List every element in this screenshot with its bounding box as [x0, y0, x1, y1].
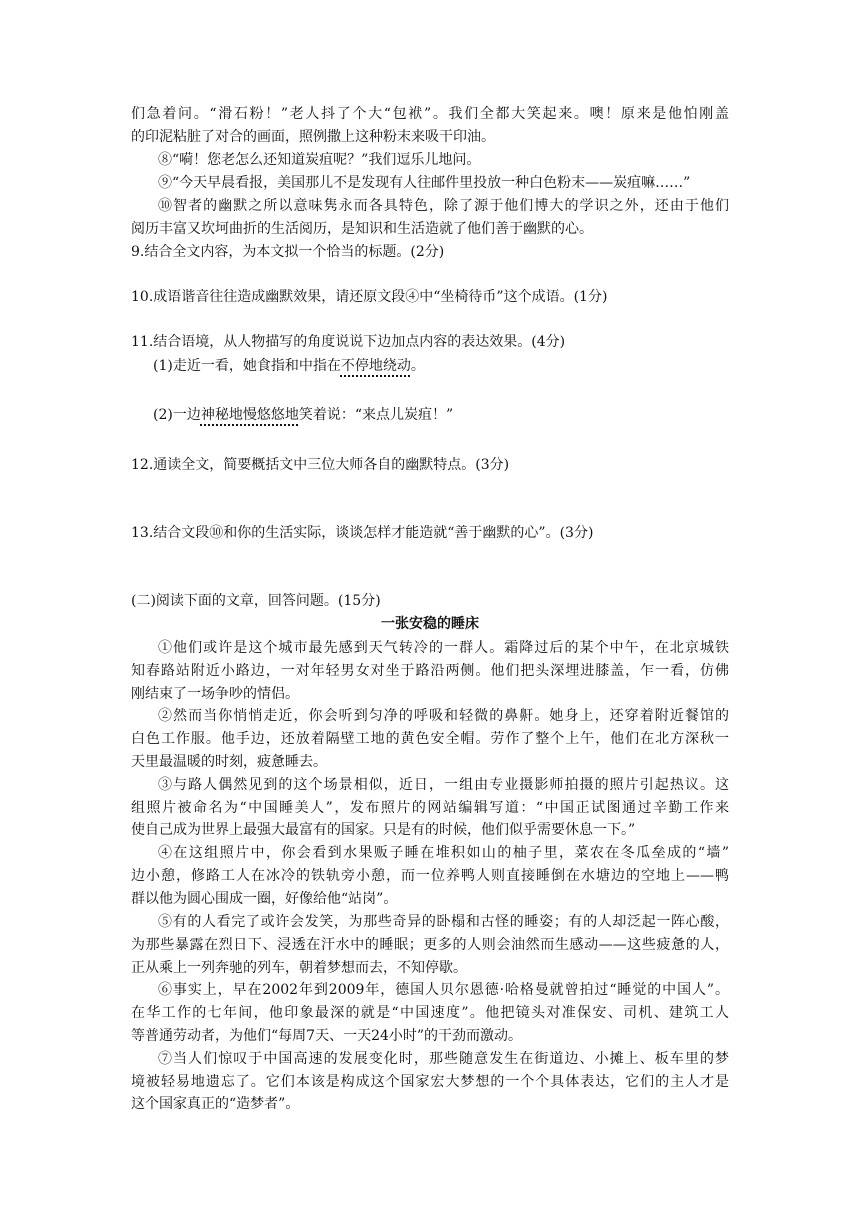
paragraph-start-line: ⑦当人们惊叹于中国高速的发展变化时，那些随意发生在街道边、小摊上、板车里的梦: [158, 1051, 729, 1067]
paragraph-line: 天里最温暖的时刻，疲惫睡去。: [131, 754, 327, 770]
paragraph-start-line: ⑥事实上，早在2002年到2009年，德国人贝尔恩德·哈格曼就曾拍过“睡觉的中国人”。: [158, 982, 729, 998]
paragraph-start-line: ③与路人偶然见到的这个场景相似，近日，一组由专业摄影师拍摄的照片引起热议。这: [158, 777, 729, 793]
paragraph-line: 白色工作服。他手边，还放着隔壁工地的黄色安全帽。劳作了整个上午，他们在北方深秋一: [131, 731, 729, 747]
paragraph-10: ⑩智者的幽默之所以意味隽永而各具特色，除了源于他们博大的学识之外，还由于他们: [158, 198, 729, 214]
question-13: 13.结合文段⑩和你的生活实际，谈谈怎样才能造就“善于幽默的心”。(3分): [131, 525, 594, 541]
paragraph-line: 正从乘上一列奔驰的列车，朝着梦想而去，不知停歇。: [131, 960, 467, 976]
paragraph-start-line: ④在这组照片中，你会看到水果贩子睡在堆积如山的柚子里，菜农在冬瓜垒成的“墙”: [158, 845, 729, 861]
paragraph-line: 的印泥粘脏了对合的画面，照例撒上这种粉末来吸干印油。: [131, 129, 495, 145]
question-11-item-2: [153, 405, 453, 425]
paragraph-8: ⑧“嗬！您老怎么还知道炭疽呢？”我们逗乐儿地问。: [158, 152, 481, 168]
paragraph-line: 刚结束了一场争吵的情侣。: [131, 686, 299, 702]
paragraph-9: ⑨“今天早晨看报，美国那儿不是发现有人往邮件里投放一种白色粉末——炭疽嘛……”: [158, 175, 691, 191]
dotted-emphasis: 不停地绕动: [340, 358, 411, 374]
paragraph-line: 阅历丰富又坎坷曲折的生活阅历，是知识和生活造就了他们善于幽默的心。: [131, 221, 593, 237]
paragraph-line: 为那些暴露在烈日下、浸透在汗水中的睡眠；更多的人则会油然而生感动——这些疲惫的人，: [131, 937, 729, 953]
paragraph-line: 边小憩，修路工人在冰冷的铁轨旁小憩，而一位养鸭人则直接睡倒在水塘边的空地上——鸭: [131, 868, 729, 884]
paragraph-line: 境被轻易地遗忘了。它们本该是构成这个国家宏大梦想的一个个具体表达，它们的主人才是: [131, 1074, 729, 1090]
item-text: (2)一边: [153, 407, 201, 423]
paragraph-start-line: ⑤有的人看完了或许会发笑，为那些奇异的卧榻和古怪的睡姿；有的人却泛起一阵心酸，: [158, 914, 729, 930]
paragraph-line: 组照片被命名为“中国睡美人”，发布照片的网站编辑写道：“中国正试图通过辛勤工作来: [131, 800, 729, 816]
paragraph-line: 们急着问。“滑石粉！”老人抖了个大“包袱”。我们全都大笑起来。噢！原来是他怕刚盖: [131, 106, 729, 122]
item-text: 。: [410, 358, 425, 374]
paragraph-line: 群以他为圆心围成一圈，好像给他“站岗”。: [131, 891, 398, 907]
paragraph-start-line: ②然而当你悄悄走近，你会听到匀净的呼吸和轻微的鼻鼾。她身上，还穿着附近餐馆的: [158, 708, 729, 724]
paragraph-start-line: ①他们或许是这个城市最先感到天气转冷的一群人。霜降过后的某个中午，在北京城铁: [158, 640, 729, 656]
section-header: (二)阅读下面的文章，回答问题。(15分): [131, 593, 381, 609]
paragraph-line: 这个国家真正的“造梦者”。: [131, 1096, 300, 1112]
item-text: (1)走近一看，她食指和中指在: [153, 358, 341, 374]
dotted-emphasis: 神秘地慢悠悠地: [200, 407, 299, 423]
item-text: 笑着说：“来点儿炭疽！”: [298, 407, 454, 423]
paragraph-line: 使自己成为世界上最强大最富有的国家。只是有的时候，他们似乎需要休息一下。”: [131, 822, 636, 838]
question-12: 12.通读全文，简要概括文中三位大师各自的幽默特点。(3分): [131, 457, 510, 473]
paragraph-line: 知春路站附近小路边，一对年轻男女对坐于路沿两侧。他们把头深埋进膝盖，乍一看，仿佛: [131, 663, 729, 679]
paragraph-line: 在华工作的七年间，他印象最深的就是“中国速度”。他把镜头对准保安、司机、建筑工人: [131, 1005, 729, 1021]
question-11-item-1: [153, 356, 425, 376]
question-10: 10.成语谐音往往造成幽默效果，请还原文段④中“坐椅待币”这个成语。(1分): [131, 289, 608, 305]
question-9: 9.结合全文内容，为本文拟一个恰当的标题。(2分): [131, 244, 445, 260]
question-11: 11.结合语境，从人物描写的角度说说下边加点内容的表达效果。(4分): [131, 334, 566, 350]
paragraph-line: 等普通劳动者，为他们“每周7天、一天24小时”的干劲而激动。: [131, 1028, 523, 1044]
article-title: 一张安稳的睡床: [381, 616, 479, 632]
